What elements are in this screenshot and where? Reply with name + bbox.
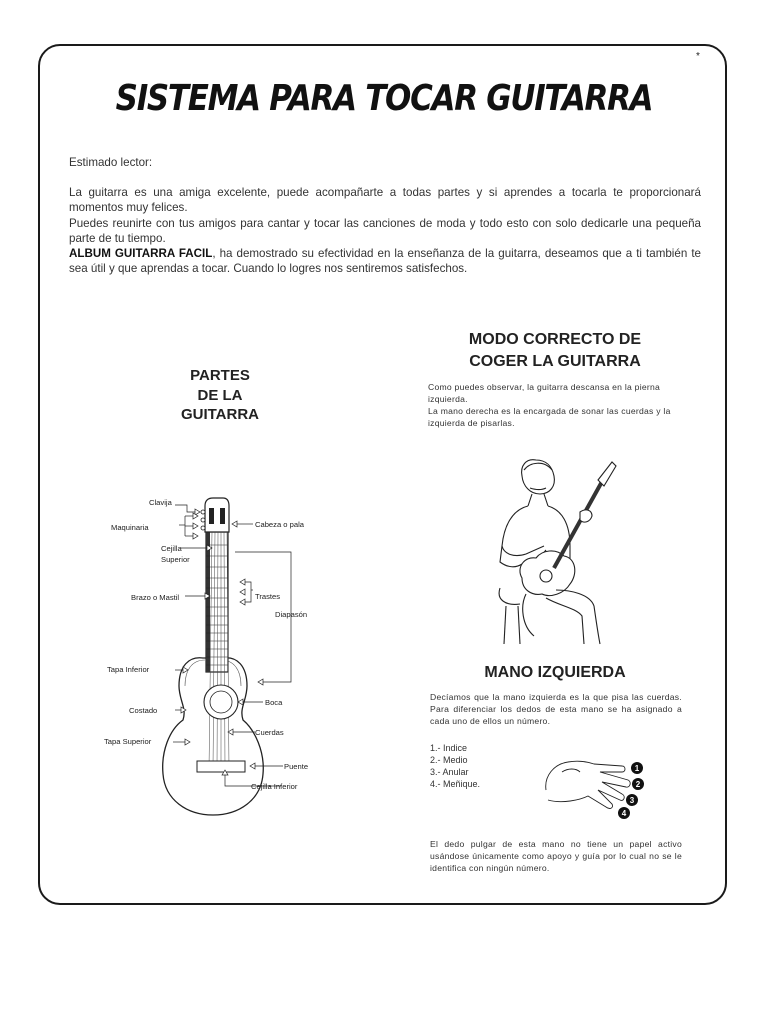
modo-text-1: Como puedes observar, la guitarra descansa en la pierna izquierda. [428,382,661,404]
modo-text [428,381,690,429]
intro-paragraph-3-rest: , ha demostrado su efectividad en la enseñanza de la guitarra, deseamos que a ti también te sea útil y que aprendas a tocar. Cuando lo logres nos sentiremos satisfechos. [69,247,701,276]
finger-number-3: 3 [629,796,635,805]
guitar-parts-diagram [95,490,335,820]
label-boca: Boca [265,698,283,707]
label-maquinaria: Maquinaria [111,523,149,532]
intro-paragraph-1: La guitarra es una amiga excelente, puede acompañarte a todas partes y si aprendes a tocarla te proporcionará momentos muy felices. [69,186,701,215]
label-tapa-inferior: Tapa Inferior [107,665,150,674]
label-tapa-superior: Tapa Superior [104,737,152,746]
greeting: Estimado lector: [69,156,153,169]
finger-item-3: 3.- Anular [430,767,469,777]
label-puente: Puente [284,762,309,771]
bridge [197,761,245,772]
label-cejilla-superior-2: Superior [161,555,190,564]
label-costado: Costado [129,706,158,715]
finger-number-2: 2 [635,780,641,789]
mano-heading: MANO IZQUIERDA [484,664,626,681]
label-diapason: Diapasón [275,610,308,619]
finger-item-1: 1.- Indice [430,743,468,753]
label-cabeza: Cabeza o pala [255,520,304,529]
label-trastes: Trastes [255,592,281,601]
guitar-body [163,658,264,815]
mano-text: Decíamos que la mano izquierda es la que pisa las cuerdas. Para diferenciar los dedos de esta mano se ha asignado a cada uno de ellos un número. [430,692,682,726]
guitarist-illustration [486,450,626,646]
corner-mark: * [696,51,700,62]
pulgar-text: El dedo pulgar de esta mano no tiene un papel activo usándose únicamente como apoyo y guía por lo cual no se le identifica con ningún número. [430,839,682,873]
intro-paragraph-2: Puedes reunirte con tus amigos para cantar y tocar las canciones de moda y todo esto con solo dedicarle una pequeña parte de tu tiempo. [69,216,701,245]
intro-text [69,155,701,276]
modo-heading-line-2: COGER LA GUITARRA [469,353,641,370]
parts-heading-line-2: DE LA [197,386,243,404]
finger-list [430,742,480,790]
album-name: ALBUM GUITARRA FACIL [69,247,213,261]
label-cuerdas: Cuerdas [255,728,284,737]
modo-text-2: La mano derecha es la encargada de sonar las cuerdas y la izquierda de pisarlas. [428,406,671,428]
label-clavija: Clavija [149,498,172,507]
page-title: SISTEMA PARA TOCAR GUITARRA [115,78,653,119]
finger-item-2: 2.- Medio [430,755,468,765]
label-cejilla-inferior: Cejilla Inferior [251,782,298,791]
parts-heading-line-1: PARTES [190,367,250,384]
modo-heading-line-1: MODO CORRECTO DE [468,331,642,348]
guitar-head [205,498,229,532]
label-brazo: Brazo o Mastil [131,593,180,602]
modo-heading [420,329,690,373]
parts-heading-line-3: GUITARRA [180,406,260,423]
finger-number-4: 4 [621,809,627,818]
left-hand-diagram [540,750,650,820]
intro-paragraph-3 [69,246,701,276]
parts-heading [150,366,290,425]
label-cejilla-superior: Cejilla [161,544,182,553]
finger-item-4: 4.- Meñique. [430,779,481,789]
finger-number-1: 1 [634,764,640,773]
